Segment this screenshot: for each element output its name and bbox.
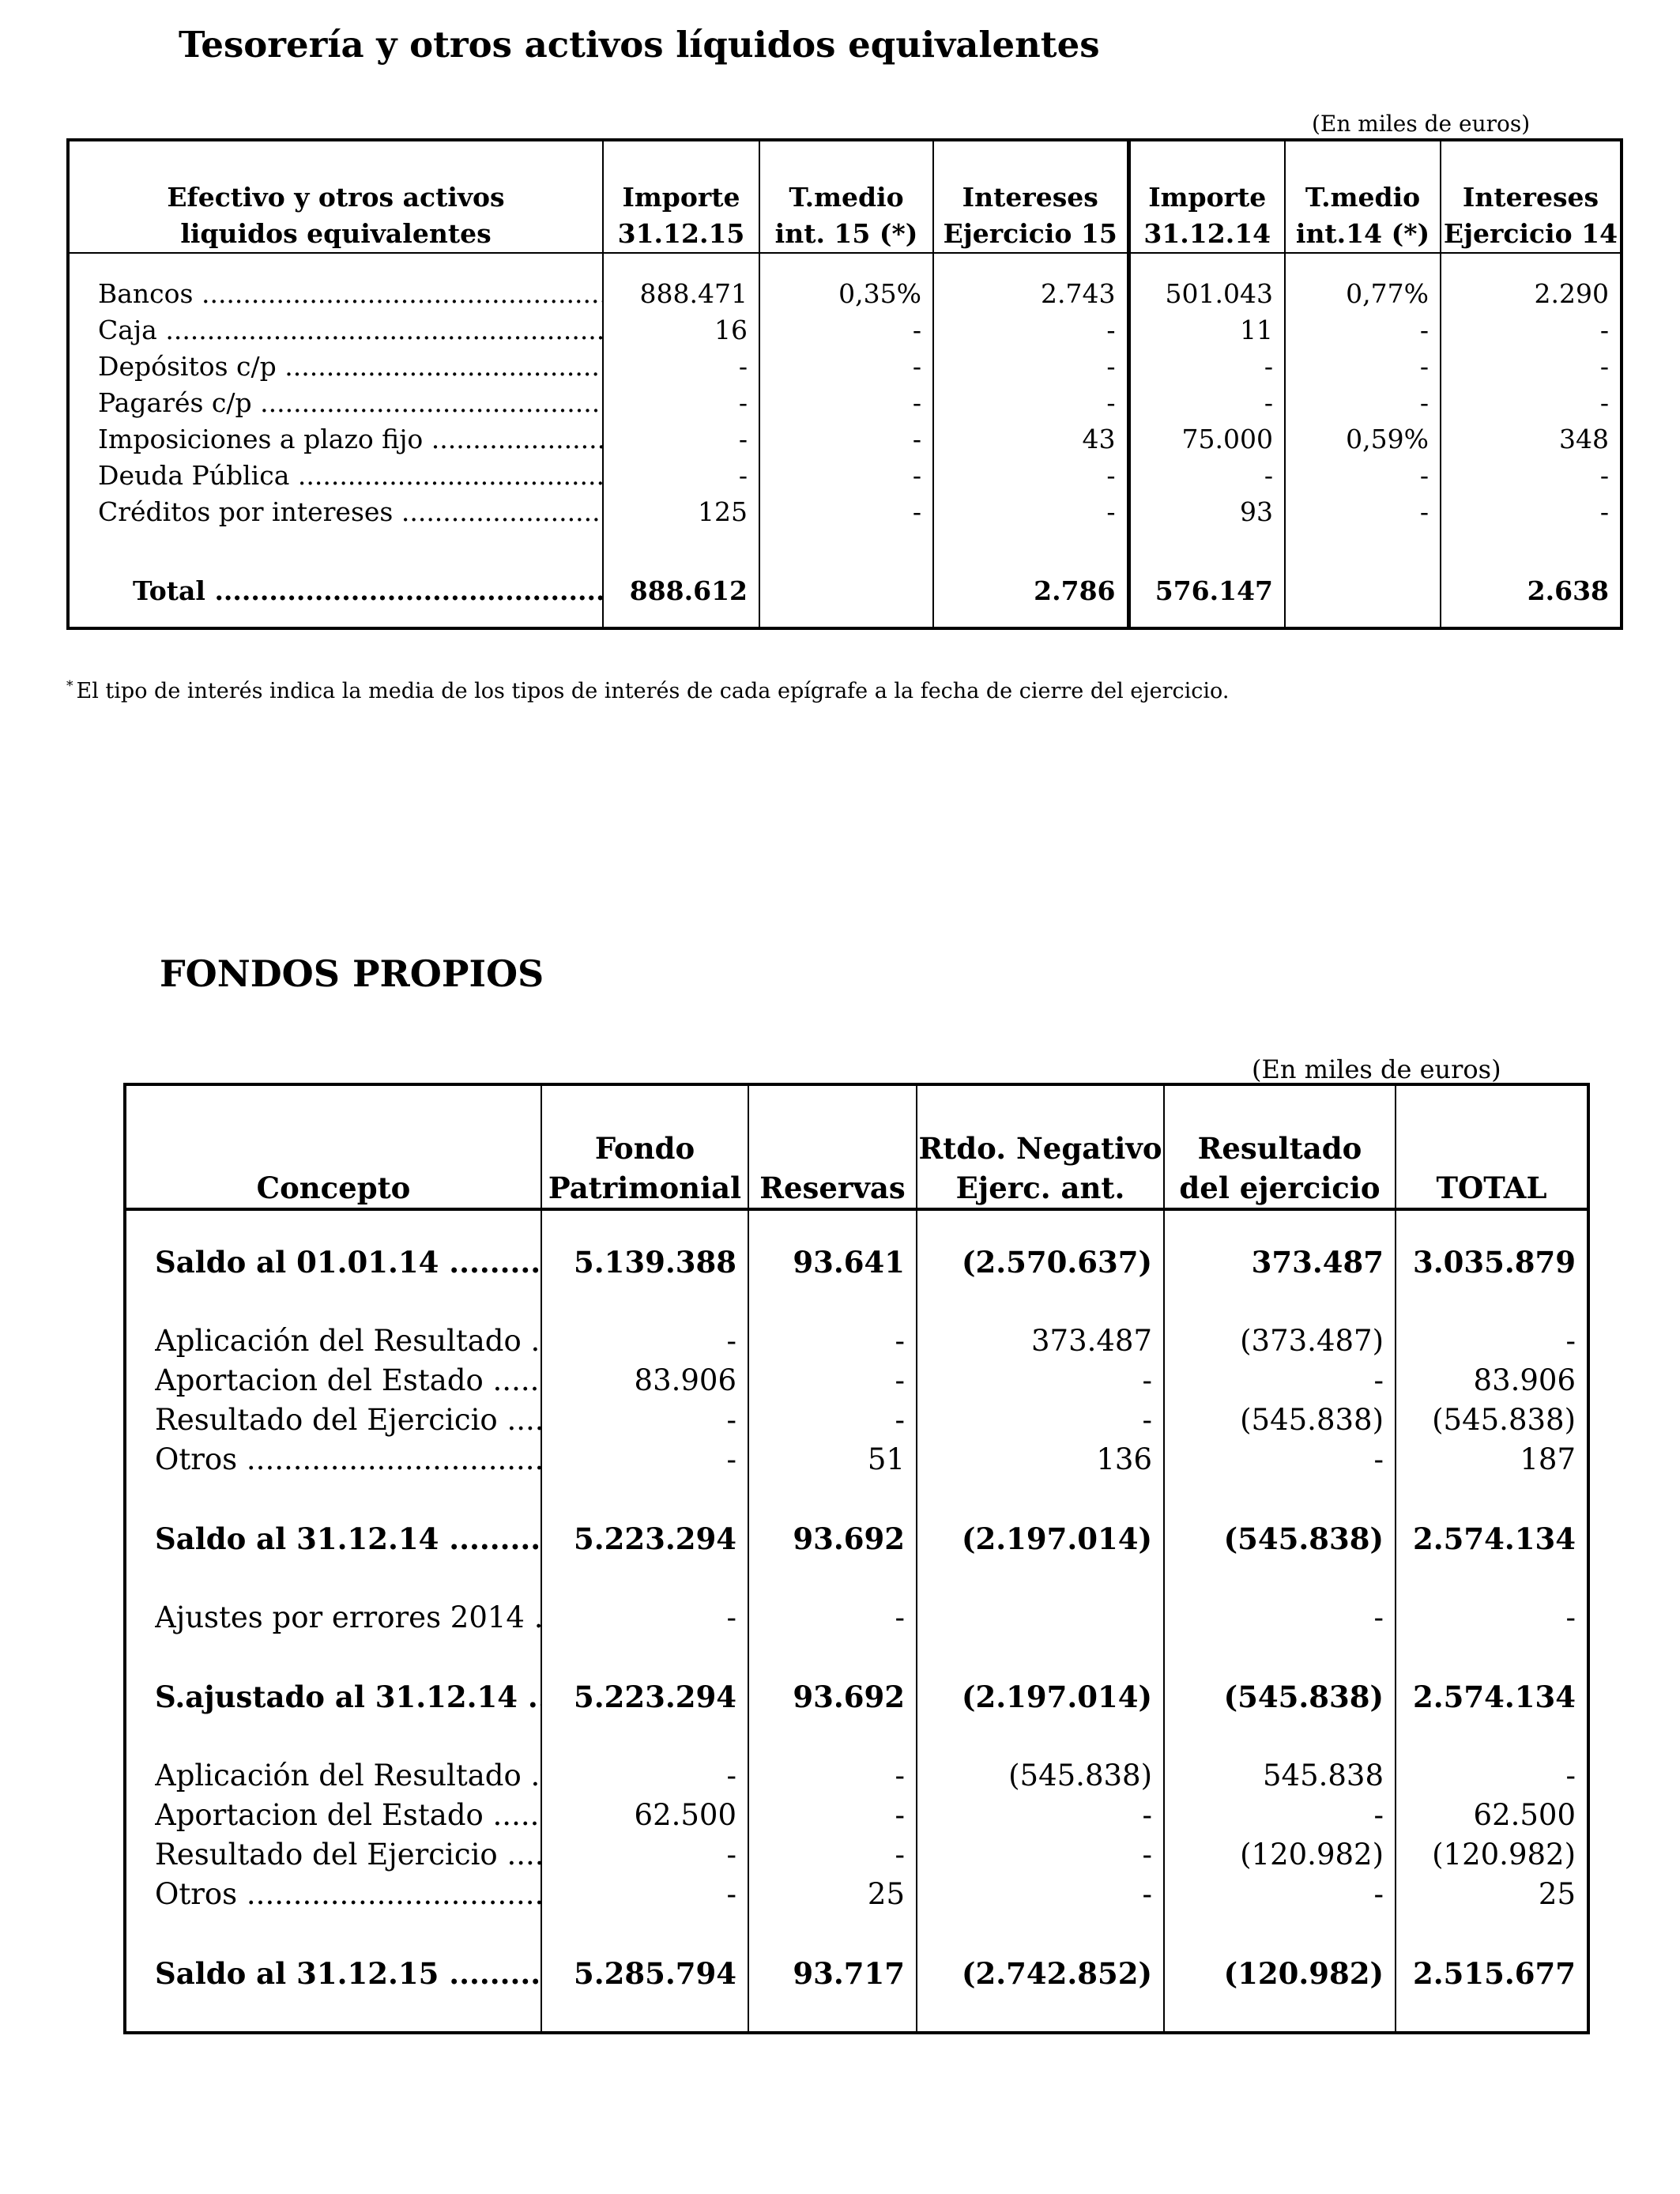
spacer-cell: [1164, 1993, 1396, 2033]
value-cell: 5.139.388: [541, 1242, 748, 1282]
value-cell: 93.641: [748, 1242, 917, 1282]
value-cell: -: [917, 1796, 1164, 1835]
row-label: [125, 1954, 541, 1993]
col-header-fondo-patrimonial: Fondo Patrimonial: [541, 1084, 748, 1209]
value-cell: 16: [603, 312, 759, 349]
col-header-rtdo-negativo: Rtdo. Negativo Ejerc. ant.: [917, 1084, 1164, 1209]
spacer-cell: [1164, 1717, 1396, 1756]
treasury-row: [68, 276, 1622, 312]
col-header-resultado: Resultado del ejercicio: [1164, 1084, 1396, 1209]
row-label-text: Ajustes por errores 2014 .....: [155, 1598, 541, 1638]
spacer-row: [68, 609, 1622, 628]
value-cell: -: [541, 1598, 748, 1638]
value-cell: 11: [1128, 312, 1285, 349]
value-cell: -: [748, 1321, 917, 1361]
spacer-cell: [917, 1209, 1164, 1242]
col-header-concept: Efectivo y otros activos liquidos equivalentes: [68, 140, 603, 253]
value-cell: 0,35%: [759, 276, 933, 312]
spacer-cell: [125, 1559, 541, 1598]
spacer-cell: [125, 1282, 541, 1321]
row-label: [125, 1400, 541, 1440]
value-cell: -: [759, 349, 933, 385]
value-cell: (2.570.637): [917, 1242, 1164, 1282]
value-cell: -: [541, 1321, 748, 1361]
value-cell: -: [748, 1796, 917, 1835]
value-cell: (2.197.014): [917, 1519, 1164, 1559]
spacer-cell: [125, 1993, 541, 2033]
spacer-cell: [1128, 253, 1285, 276]
row-label-text: Imposiciones a plazo fijo .....: [98, 421, 602, 458]
value-cell: (373.487): [1164, 1321, 1396, 1361]
spacer-row: [125, 1559, 1588, 1598]
value-cell: 187: [1396, 1440, 1588, 1480]
value-cell: -: [748, 1756, 917, 1796]
spacer-row: [125, 1717, 1588, 1756]
row-label: [68, 494, 603, 530]
value-cell: -: [917, 1875, 1164, 1914]
row-label-text: Deuda Pública .....: [98, 458, 602, 494]
spacer-cell: [1396, 1914, 1588, 1954]
spacer-cell: [603, 530, 759, 573]
row-label: [125, 1242, 541, 1282]
spacer-cell: [1128, 609, 1285, 628]
value-cell: -: [1164, 1598, 1396, 1638]
value-cell: (545.838): [1164, 1519, 1396, 1559]
row-label: [125, 1756, 541, 1796]
value-cell: 5.223.294: [541, 1677, 748, 1717]
col-header-importe-14: Importe 31.12.14: [1128, 140, 1285, 253]
value-cell: [1285, 573, 1441, 609]
spacer-row: [68, 530, 1622, 573]
spacer-cell: [125, 1914, 541, 1954]
spacer-cell: [759, 253, 933, 276]
value-cell: -: [748, 1598, 917, 1638]
col-header-importe-15: Importe 31.12.15: [603, 140, 759, 253]
value-cell: [759, 573, 933, 609]
value-cell: -: [1396, 1756, 1588, 1796]
spacer-cell: [68, 609, 603, 628]
row-label-text: Total .....: [133, 573, 602, 609]
spacer-cell: [917, 1914, 1164, 1954]
spacer-cell: [1396, 1209, 1588, 1242]
value-cell: -: [1285, 312, 1441, 349]
value-cell: (120.982): [1164, 1954, 1396, 1993]
value-cell: -: [1128, 385, 1285, 421]
spacer-cell: [917, 1559, 1164, 1598]
value-cell: 2.638: [1441, 573, 1622, 609]
row-label: [68, 421, 603, 458]
row-label-text: Pagarés c/p .....: [98, 385, 602, 421]
equity-row: [125, 1835, 1588, 1875]
row-label-text: Resultado del Ejercicio .....: [155, 1835, 541, 1875]
value-cell: -: [917, 1400, 1164, 1440]
value-cell: 0,77%: [1285, 276, 1441, 312]
row-label: [125, 1440, 541, 1480]
value-cell: -: [1128, 458, 1285, 494]
row-label: [68, 349, 603, 385]
spacer-cell: [748, 1717, 917, 1756]
value-cell: -: [933, 349, 1128, 385]
spacer-cell: [748, 1559, 917, 1598]
value-cell: 93.717: [748, 1954, 917, 1993]
value-cell: 348: [1441, 421, 1622, 458]
spacer-cell: [917, 1993, 1164, 2033]
treasury-header-row: [68, 140, 1622, 253]
equity-table: [123, 1083, 1590, 2034]
spacer-cell: [759, 609, 933, 628]
spacer-cell: [748, 1993, 917, 2033]
value-cell: 62.500: [541, 1796, 748, 1835]
spacer-cell: [759, 530, 933, 573]
treasury-row: [68, 385, 1622, 421]
equity-row: [125, 1954, 1588, 1993]
value-cell: 83.906: [541, 1361, 748, 1400]
spacer-cell: [125, 1209, 541, 1242]
row-label-text: Aplicación del Resultado .....: [155, 1756, 541, 1796]
value-cell: 5.223.294: [541, 1519, 748, 1559]
value-cell: -: [933, 458, 1128, 494]
spacer-cell: [1441, 609, 1622, 628]
value-cell: -: [603, 385, 759, 421]
spacer-cell: [917, 1282, 1164, 1321]
value-cell: 93.692: [748, 1519, 917, 1559]
spacer-row: [125, 1638, 1588, 1677]
equity-row: [125, 1400, 1588, 1440]
row-label-text: Otros .....: [155, 1875, 541, 1914]
spacer-cell: [748, 1638, 917, 1677]
value-cell: -: [748, 1835, 917, 1875]
value-cell: -: [759, 494, 933, 530]
spacer-cell: [917, 1717, 1164, 1756]
row-label-text: Saldo al 01.01.14 .....: [155, 1242, 541, 1282]
equity-row: [125, 1875, 1588, 1914]
value-cell: -: [1396, 1321, 1588, 1361]
spacer-cell: [748, 1209, 917, 1242]
row-label-text: Aportacion del Estado .....: [155, 1796, 541, 1835]
spacer-cell: [1441, 530, 1622, 573]
spacer-cell: [125, 1638, 541, 1677]
equity-row: [125, 1756, 1588, 1796]
spacer-cell: [603, 253, 759, 276]
col-header-reservas: Reservas: [748, 1084, 917, 1209]
row-label: [125, 1796, 541, 1835]
spacer-cell: [1164, 1559, 1396, 1598]
value-cell: 2.786: [933, 573, 1128, 609]
row-label: [125, 1598, 541, 1638]
spacer-cell: [1285, 530, 1441, 573]
value-cell: -: [1164, 1875, 1396, 1914]
row-label-text: Bancos .....: [98, 276, 602, 312]
value-cell: -: [748, 1361, 917, 1400]
value-cell: -: [541, 1440, 748, 1480]
spacer-cell: [1396, 1480, 1588, 1519]
row-label-text: Caja .....: [98, 312, 602, 349]
value-cell: -: [1285, 458, 1441, 494]
value-cell: -: [1164, 1796, 1396, 1835]
spacer-cell: [917, 1638, 1164, 1677]
spacer-cell: [541, 1209, 748, 1242]
row-label-text: Aplicación del Resultado .....: [155, 1321, 541, 1361]
spacer-cell: [541, 1559, 748, 1598]
value-cell: 25: [748, 1875, 917, 1914]
treasury-units: (En miles de euros): [1312, 111, 1531, 137]
value-cell: [917, 1598, 1164, 1638]
equity-row: [125, 1242, 1588, 1282]
spacer-cell: [603, 609, 759, 628]
spacer-cell: [541, 1914, 748, 1954]
row-label: [125, 1875, 541, 1914]
row-label-text: Saldo al 31.12.15 .....: [155, 1954, 541, 1993]
value-cell: -: [1441, 458, 1622, 494]
value-cell: (2.197.014): [917, 1677, 1164, 1717]
value-cell: -: [541, 1875, 748, 1914]
spacer-cell: [1396, 1717, 1588, 1756]
spacer-cell: [125, 1717, 541, 1756]
value-cell: -: [759, 458, 933, 494]
value-cell: 3.035.879: [1396, 1242, 1588, 1282]
value-cell: -: [933, 494, 1128, 530]
value-cell: -: [1164, 1440, 1396, 1480]
row-label: [125, 1321, 541, 1361]
spacer-cell: [541, 1993, 748, 2033]
equity-units: (En miles de euros): [1252, 1054, 1501, 1084]
spacer-cell: [68, 530, 603, 573]
value-cell: 93.692: [748, 1677, 917, 1717]
row-label: [68, 385, 603, 421]
row-label: [125, 1361, 541, 1400]
treasury-row: [68, 421, 1622, 458]
row-label: [125, 1835, 541, 1875]
value-cell: 501.043: [1128, 276, 1285, 312]
equity-row: [125, 1677, 1588, 1717]
spacer-cell: [541, 1282, 748, 1321]
value-cell: -: [1285, 385, 1441, 421]
value-cell: (545.838): [1396, 1400, 1588, 1440]
equity-row: [125, 1361, 1588, 1400]
value-cell: 576.147: [1128, 573, 1285, 609]
spacer-row: [125, 1209, 1588, 1242]
treasury-title: Tesorería y otros activos líquidos equivalentes: [179, 24, 1100, 66]
equity-row: [125, 1598, 1588, 1638]
value-cell: 2.515.677: [1396, 1954, 1588, 1993]
value-cell: (120.982): [1164, 1835, 1396, 1875]
spacer-cell: [933, 609, 1128, 628]
treasury-table: [66, 138, 1623, 630]
row-label-text: Saldo al 31.12.14 .....: [155, 1519, 541, 1559]
treasury-row: [68, 349, 1622, 385]
value-cell: 62.500: [1396, 1796, 1588, 1835]
spacer-cell: [125, 1480, 541, 1519]
spacer-cell: [1396, 1993, 1588, 2033]
spacer-cell: [1396, 1282, 1588, 1321]
row-label: [68, 312, 603, 349]
spacer-cell: [1285, 609, 1441, 628]
value-cell: -: [1441, 385, 1622, 421]
value-cell: 125: [603, 494, 759, 530]
col-header-tmedio-14: T.medio int.14 (*): [1285, 140, 1441, 253]
value-cell: 545.838: [1164, 1756, 1396, 1796]
value-cell: 136: [917, 1440, 1164, 1480]
value-cell: (545.838): [1164, 1677, 1396, 1717]
spacer-cell: [1128, 530, 1285, 573]
value-cell: -: [541, 1756, 748, 1796]
spacer-cell: [1164, 1480, 1396, 1519]
row-label-text: Aportacion del Estado .....: [155, 1361, 541, 1400]
row-label: [68, 276, 603, 312]
equity-row: [125, 1796, 1588, 1835]
treasury-row: [68, 312, 1622, 349]
col-header-intereses-14: Intereses Ejercicio 14: [1441, 140, 1622, 253]
value-cell: -: [541, 1835, 748, 1875]
value-cell: -: [1285, 494, 1441, 530]
value-cell: -: [748, 1400, 917, 1440]
value-cell: -: [933, 312, 1128, 349]
value-cell: 75.000: [1128, 421, 1285, 458]
col-header-concepto: Concepto: [125, 1084, 541, 1209]
spacer-cell: [917, 1480, 1164, 1519]
value-cell: 2.290: [1441, 276, 1622, 312]
spacer-cell: [933, 253, 1128, 276]
equity-row: [125, 1519, 1588, 1559]
spacer-cell: [748, 1282, 917, 1321]
value-cell: -: [933, 385, 1128, 421]
value-cell: -: [603, 349, 759, 385]
equity-title: FONDOS PROPIOS: [160, 952, 544, 995]
value-cell: -: [1441, 312, 1622, 349]
treasury-total-row: [68, 573, 1622, 609]
value-cell: -: [1128, 349, 1285, 385]
value-cell: 43: [933, 421, 1128, 458]
value-cell: -: [1441, 494, 1622, 530]
value-cell: -: [1441, 349, 1622, 385]
value-cell: -: [917, 1835, 1164, 1875]
equity-header-row: [125, 1084, 1588, 1209]
col-header-total: TOTAL: [1396, 1084, 1588, 1209]
value-cell: -: [759, 385, 933, 421]
value-cell: 25: [1396, 1875, 1588, 1914]
value-cell: 2.574.134: [1396, 1519, 1588, 1559]
spacer-cell: [541, 1480, 748, 1519]
spacer-row: [125, 1993, 1588, 2033]
value-cell: -: [541, 1400, 748, 1440]
row-label-text: Depósitos c/p .....: [98, 349, 602, 385]
value-cell: 888.471: [603, 276, 759, 312]
value-cell: 2.574.134: [1396, 1677, 1588, 1717]
spacer-cell: [541, 1638, 748, 1677]
value-cell: 888.612: [603, 573, 759, 609]
value-cell: -: [1164, 1361, 1396, 1400]
value-cell: 51: [748, 1440, 917, 1480]
spacer-cell: [933, 530, 1128, 573]
value-cell: (545.838): [917, 1756, 1164, 1796]
spacer-cell: [1164, 1914, 1396, 1954]
value-cell: 5.285.794: [541, 1954, 748, 1993]
row-label: [125, 1677, 541, 1717]
spacer-row: [125, 1914, 1588, 1954]
col-header-intereses-15: Intereses Ejercicio 15: [933, 140, 1128, 253]
spacer-cell: [1285, 253, 1441, 276]
value-cell: 83.906: [1396, 1361, 1588, 1400]
spacer-cell: [748, 1914, 917, 1954]
value-cell: -: [1396, 1598, 1588, 1638]
value-cell: -: [759, 421, 933, 458]
row-label: [125, 1519, 541, 1559]
value-cell: -: [917, 1361, 1164, 1400]
treasury-row: [68, 494, 1622, 530]
spacer-row: [125, 1480, 1588, 1519]
value-cell: -: [603, 458, 759, 494]
value-cell: 93: [1128, 494, 1285, 530]
spacer-row: [125, 1282, 1588, 1321]
value-cell: 0,59%: [1285, 421, 1441, 458]
value-cell: -: [603, 421, 759, 458]
row-label-text: Otros .....: [155, 1440, 541, 1480]
equity-row: [125, 1440, 1588, 1480]
value-cell: -: [1285, 349, 1441, 385]
value-cell: 373.487: [917, 1321, 1164, 1361]
spacer-cell: [1164, 1638, 1396, 1677]
spacer-row: [68, 253, 1622, 276]
spacer-cell: [1164, 1282, 1396, 1321]
treasury-footnote: [66, 678, 1229, 703]
value-cell: -: [759, 312, 933, 349]
row-label: [68, 573, 603, 609]
spacer-cell: [1396, 1559, 1588, 1598]
spacer-cell: [748, 1480, 917, 1519]
spacer-cell: [1164, 1209, 1396, 1242]
row-label-text: Créditos por intereses .....: [98, 494, 602, 530]
row-label: [68, 458, 603, 494]
footnote-text: El tipo de interés indica la media de los tipos de interés de cada epígrafe a la fecha de cierre del ejercicio.: [76, 679, 1230, 703]
value-cell: (545.838): [1164, 1400, 1396, 1440]
row-label-text: S.ajustado al 31.12.14 .....: [155, 1677, 541, 1717]
treasury-row: [68, 458, 1622, 494]
spacer-cell: [1396, 1638, 1588, 1677]
spacer-cell: [1441, 253, 1622, 276]
value-cell: (2.742.852): [917, 1954, 1164, 1993]
spacer-cell: [541, 1717, 748, 1756]
col-header-tmedio-15: T.medio int. 15 (*): [759, 140, 933, 253]
spacer-cell: [68, 253, 603, 276]
equity-row: [125, 1321, 1588, 1361]
footnote-mark: *: [66, 678, 73, 694]
row-label-text: Resultado del Ejercicio .....: [155, 1400, 541, 1440]
value-cell: 2.743: [933, 276, 1128, 312]
value-cell: (120.982): [1396, 1835, 1588, 1875]
value-cell: 373.487: [1164, 1242, 1396, 1282]
